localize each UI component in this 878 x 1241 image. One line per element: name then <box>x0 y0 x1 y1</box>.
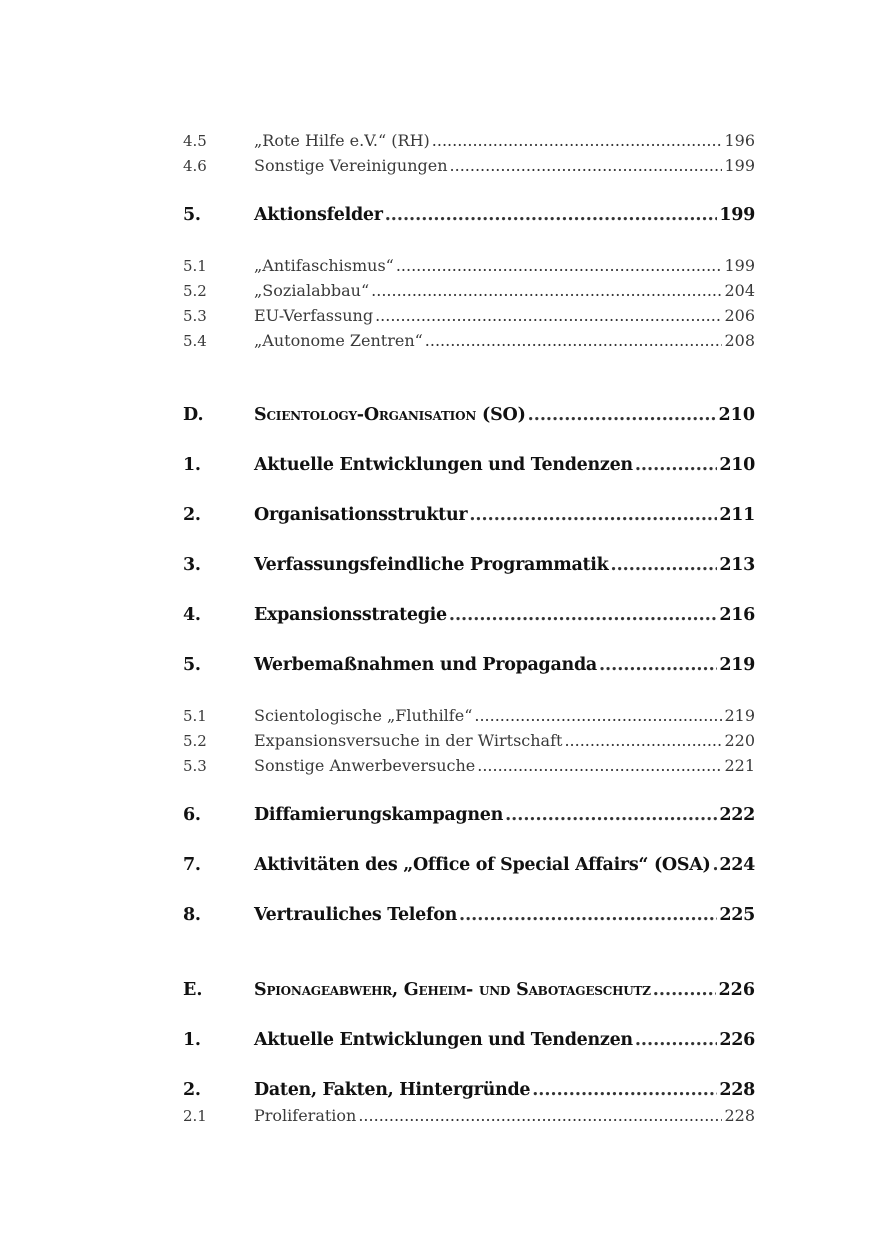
entry-number: 8. <box>183 905 201 925</box>
entry-title: Diffamierungskampagnen <box>254 805 504 825</box>
entry-number: 2.1 <box>183 1107 207 1125</box>
dot-leader <box>474 706 722 725</box>
entry-title: Verfassungsfeindliche Programmatik <box>254 555 609 575</box>
toc-chapter-entry <box>183 405 755 425</box>
toc-entry <box>183 505 755 525</box>
entry-page: 204 <box>724 281 755 300</box>
toc-entry <box>183 655 755 675</box>
entry-number: 5.1 <box>183 257 207 275</box>
entry-number: 5. <box>183 205 201 225</box>
dot-leader <box>653 980 717 1000</box>
dot-leader <box>564 731 722 750</box>
entry-number: 5.1 <box>183 707 207 725</box>
entry-number: 3. <box>183 555 201 575</box>
entry-title: Scientology-Organisation (SO) <box>254 405 526 425</box>
entry-title: „Autonome Zentren“ <box>254 331 423 350</box>
toc-entry <box>183 331 755 350</box>
entry-page: 210 <box>719 455 755 475</box>
entry-title: EU-Verfassung <box>254 306 374 325</box>
dot-leader <box>425 331 723 350</box>
dot-leader <box>432 131 723 150</box>
entry-page: 220 <box>724 731 755 750</box>
entry-title: „Rote Hilfe e.V.“ (RH) <box>254 131 430 150</box>
dot-leader <box>385 205 718 225</box>
entry-page: 226 <box>719 1030 755 1050</box>
entry-page: 224 <box>719 855 755 875</box>
entry-title: „Antifaschismus“ <box>254 256 394 275</box>
entry-page: 219 <box>724 706 755 725</box>
toc-entry <box>183 605 755 625</box>
entry-page: 213 <box>719 555 755 575</box>
entry-number: D. <box>183 405 204 425</box>
entry-page: 211 <box>719 505 755 525</box>
entry-number: E. <box>183 980 203 1000</box>
toc-entry <box>183 156 755 175</box>
entry-page: 222 <box>719 805 755 825</box>
entry-number: 2. <box>183 1080 201 1100</box>
dot-leader <box>477 756 722 775</box>
entry-title: Organisationsstruktur <box>254 505 468 525</box>
toc-entry <box>183 805 755 825</box>
entry-number: 5.4 <box>183 332 207 350</box>
entry-title: Aktionsfelder <box>254 205 383 225</box>
entry-title: Aktuelle Entwicklungen und Tendenzen <box>254 1030 633 1050</box>
entry-page: 226 <box>718 980 755 1000</box>
entry-number: 5.3 <box>183 757 207 775</box>
entry-page: 199 <box>724 156 755 175</box>
toc-entry <box>183 1080 755 1100</box>
entry-page: 221 <box>724 756 755 775</box>
toc-entry <box>183 1106 755 1125</box>
entry-page: 208 <box>724 331 755 350</box>
entry-number: 5. <box>183 655 201 675</box>
dot-leader <box>450 156 723 175</box>
entry-number: 1. <box>183 455 201 475</box>
entry-title: Aktuelle Entwicklungen und Tendenzen <box>254 455 633 475</box>
entry-page: 216 <box>719 605 755 625</box>
dot-leader <box>635 455 718 475</box>
entry-page: 210 <box>718 405 755 425</box>
toc-entry <box>183 706 755 725</box>
toc-entry <box>183 555 755 575</box>
dot-leader <box>610 555 717 575</box>
entry-page: 228 <box>719 1080 755 1100</box>
dot-leader <box>375 306 722 325</box>
toc-entry <box>183 281 755 300</box>
dot-leader <box>459 905 717 925</box>
entry-page: 199 <box>719 205 755 225</box>
entry-title: Daten, Fakten, Hintergründe <box>254 1080 531 1100</box>
toc-entry <box>183 131 755 150</box>
entry-page: 199 <box>724 256 755 275</box>
dot-leader <box>469 505 717 525</box>
toc-entry <box>183 306 755 325</box>
toc-chapter-entry <box>183 980 755 1000</box>
toc-entry <box>183 455 755 475</box>
entry-number: 4.6 <box>183 157 207 175</box>
dot-leader <box>358 1106 722 1125</box>
dot-leader <box>712 855 717 875</box>
entry-number: 1. <box>183 1030 201 1050</box>
toc-entry <box>183 731 755 750</box>
entry-page: 219 <box>719 655 755 675</box>
entry-title: „Sozialabbau“ <box>254 281 370 300</box>
toc-entry <box>183 855 755 875</box>
dot-leader <box>532 1080 717 1100</box>
entry-number: 5.2 <box>183 282 207 300</box>
entry-title: Vertrauliches Telefon <box>254 905 457 925</box>
entry-number: 6. <box>183 805 201 825</box>
toc-entry <box>183 205 755 225</box>
entry-number: 4.5 <box>183 132 207 150</box>
dot-leader <box>449 605 718 625</box>
toc-entry <box>183 256 755 275</box>
entry-page: 228 <box>724 1106 755 1125</box>
dot-leader <box>371 281 722 300</box>
entry-page: 206 <box>724 306 755 325</box>
entry-title: Sonstige Vereinigungen <box>254 156 448 175</box>
entry-title: Expansionsversuche in der Wirtschaft <box>254 731 563 750</box>
entry-number: 4. <box>183 605 201 625</box>
entry-title: Scientologische „Fluthilfe“ <box>254 706 473 725</box>
dot-leader <box>599 655 717 675</box>
toc-entry <box>183 905 755 925</box>
entry-title: Expansionsstrategie <box>254 605 447 625</box>
dot-leader <box>505 805 717 825</box>
dot-leader <box>396 256 723 275</box>
toc-entry <box>183 1030 755 1050</box>
entry-number: 5.2 <box>183 732 207 750</box>
entry-number: 7. <box>183 855 201 875</box>
dot-leader <box>528 405 717 425</box>
entry-title: Werbemaßnahmen und Propaganda <box>254 655 597 675</box>
entry-title: Proliferation <box>254 1106 357 1125</box>
entry-number: 5.3 <box>183 307 207 325</box>
toc-entry <box>183 756 755 775</box>
entry-number: 2. <box>183 505 201 525</box>
entry-page: 196 <box>724 131 755 150</box>
entry-title: Spionageabwehr, Geheim- und Sabotageschutz <box>254 980 651 1000</box>
dot-leader <box>635 1030 718 1050</box>
entry-title: Sonstige Anwerbeversuche <box>254 756 476 775</box>
entry-page: 225 <box>719 905 755 925</box>
entry-title: Aktivitäten des „Office of Special Affairs“ (OSA) <box>254 855 711 875</box>
